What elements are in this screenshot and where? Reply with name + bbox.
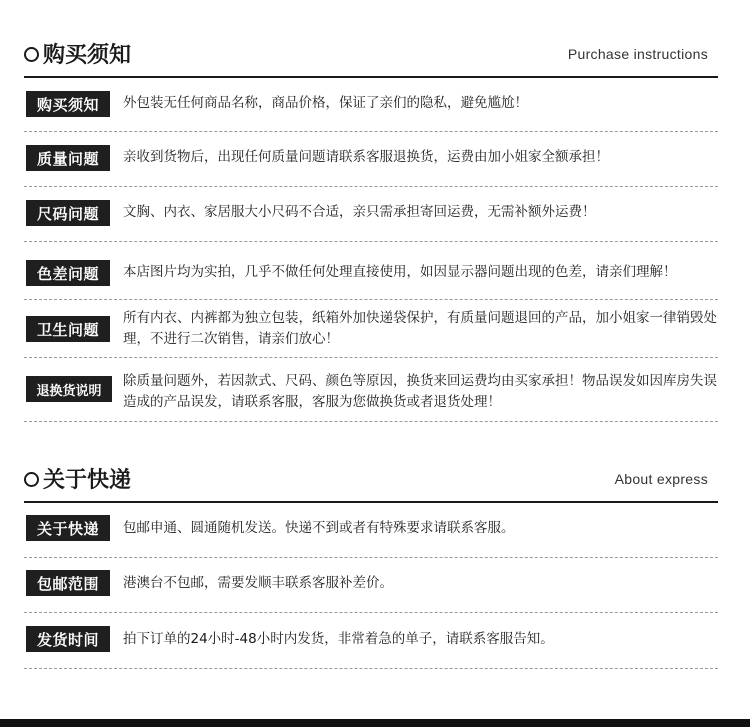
row-tag: 尺码问题 bbox=[26, 200, 110, 226]
list-item bbox=[24, 503, 718, 558]
list-item bbox=[24, 300, 718, 358]
row-divider bbox=[24, 668, 718, 669]
express-subtitle: About express bbox=[614, 471, 708, 487]
purchase-header bbox=[24, 38, 718, 74]
list-item bbox=[24, 613, 718, 669]
list-item bbox=[24, 242, 718, 300]
row-text: 拍下订单的24小时-48小时内发货，非常着急的单子，请联系客服告知。 bbox=[123, 631, 554, 647]
row-tag: 关于快递 bbox=[26, 515, 110, 541]
purchase-subtitle: Purchase instructions bbox=[567, 46, 708, 62]
list-item bbox=[24, 558, 718, 613]
list-item bbox=[24, 132, 718, 187]
row-divider bbox=[24, 421, 718, 422]
circle-bullet-icon bbox=[24, 472, 39, 487]
row-tag: 质量问题 bbox=[26, 145, 110, 171]
row-text: 所有内衣、内裤都为独立包装，纸箱外加快递袋保护，有质量问题退回的产品，加小姐家一律销毁处理，不进行二次销售，请亲们放心！ bbox=[123, 310, 717, 347]
row-text: 港澳台不包邮，需要发顺丰联系客服补差价。 bbox=[123, 575, 393, 591]
express-title-text: 关于快递 bbox=[43, 468, 132, 493]
express-title bbox=[24, 463, 131, 494]
row-tag: 购买须知 bbox=[26, 91, 110, 117]
row-tag: 发货时间 bbox=[26, 626, 110, 652]
row-text: 外包装无任何商品名称，商品价格，保证了亲们的隐私，避免尴尬！ bbox=[123, 95, 528, 111]
express-header bbox=[24, 463, 718, 499]
purchase-title-text: 购买须知 bbox=[43, 43, 132, 68]
row-text: 包邮申通、圆通随机发送。快递不到或者有特殊要求请联系客服。 bbox=[123, 520, 515, 536]
purchase-title bbox=[24, 38, 131, 69]
express-section bbox=[24, 463, 718, 673]
row-tag: 卫生问题 bbox=[26, 316, 110, 342]
row-text: 本店图片均为实拍，几乎不做任何处理直接使用，如因显示器问题出现的色差，请亲们理解！ bbox=[123, 264, 677, 280]
row-tag: 包邮范围 bbox=[26, 570, 110, 596]
circle-bullet-icon bbox=[24, 47, 39, 62]
row-text: 除质量问题外，若因款式、尺码、颜色等原因，换货来回运费均由买家承担！物品误发如因库房失误造成的产品误发，请联系客服，客服为您做换货或者退货处理！ bbox=[123, 373, 717, 410]
row-text: 文胸、内衣、家居服大小尺码不合适，亲只需承担寄回运费，无需补额外运费！ bbox=[123, 204, 596, 220]
purchase-section bbox=[24, 38, 718, 428]
row-tag: 退换货说明 bbox=[26, 376, 112, 402]
row-text: 亲收到货物后，出现任何质量问题请联系客服退换货，运费由加小姐家全额承担！ bbox=[123, 149, 609, 165]
row-tag: 色差问题 bbox=[26, 260, 110, 286]
list-item bbox=[24, 78, 718, 132]
list-item bbox=[24, 358, 718, 422]
bottom-border bbox=[0, 719, 750, 727]
list-item bbox=[24, 187, 718, 242]
